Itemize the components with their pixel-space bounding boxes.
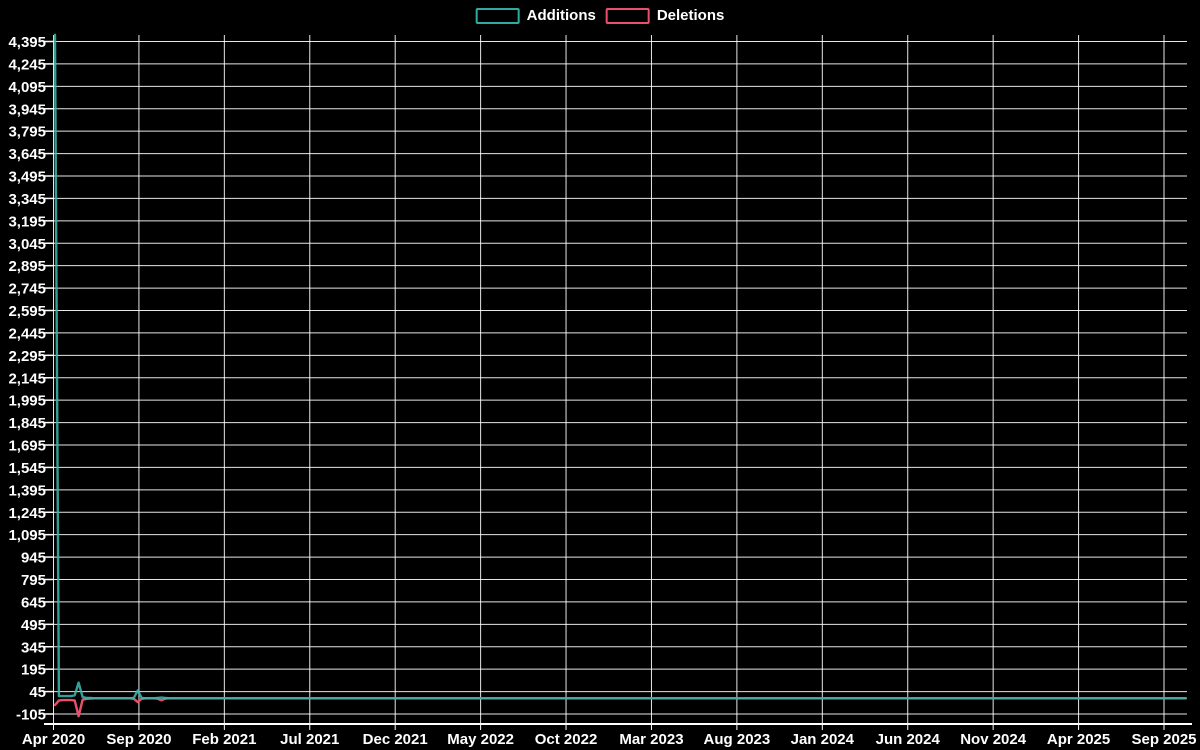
- x-tick-label: Jan 2024: [790, 731, 855, 748]
- y-tick-label: 1,095: [8, 527, 46, 545]
- legend-item-deletions[interactable]: [606, 7, 725, 24]
- x-tick-label: Dec 2021: [362, 731, 428, 748]
- y-tick-label: -105: [15, 706, 46, 724]
- y-tick-label: 495: [20, 616, 46, 634]
- grid-lines: [54, 35, 1188, 724]
- x-tick-label: Oct 2022: [534, 731, 598, 748]
- x-tick-label: Jun 2024: [875, 731, 940, 748]
- x-tick-label: Aug 2023: [703, 731, 771, 748]
- y-tick-label: 3,795: [8, 123, 46, 141]
- y-tick-label: 2,445: [8, 325, 46, 343]
- chart-legend: [476, 7, 725, 24]
- y-tick-label: 795: [20, 572, 46, 589]
- y-tick-label: 1,245: [8, 504, 46, 522]
- y-tick-label: 2,595: [8, 303, 46, 320]
- axes: [44, 42, 1192, 731]
- x-tick-label: Apr 2020: [21, 731, 86, 748]
- legend-label-additions: Additions: [526, 7, 596, 24]
- y-tick-label: 45: [29, 684, 46, 702]
- axis-labels: [8, 34, 1196, 748]
- y-tick-label: 4,095: [8, 78, 46, 96]
- y-tick-label: 3,495: [8, 168, 46, 186]
- y-tick-label: 645: [20, 594, 46, 612]
- legend-label-deletions: Deletions: [656, 7, 725, 24]
- y-tick-label: 1,995: [8, 392, 46, 410]
- x-tick-label: Sep 2020: [106, 731, 172, 748]
- y-tick-label: 1,695: [8, 437, 46, 455]
- y-tick-label: 1,845: [8, 415, 46, 433]
- y-tick-label: 4,245: [8, 56, 46, 74]
- x-tick-label: Jul 2021: [280, 731, 340, 748]
- y-tick-label: 3,345: [8, 190, 46, 208]
- y-tick-label: 4,395: [8, 34, 46, 51]
- y-tick-label: 2,295: [8, 347, 46, 365]
- y-tick-label: 195: [20, 661, 46, 679]
- y-tick-label: 1,545: [8, 459, 46, 477]
- x-tick-label: Sep 2025: [1131, 731, 1197, 748]
- y-tick-label: 2,745: [8, 280, 46, 298]
- y-tick-label: 3,195: [8, 213, 46, 231]
- x-tick-label: Apr 2025: [1046, 731, 1111, 748]
- legend-item-additions[interactable]: [476, 7, 596, 24]
- y-tick-label: 1,395: [8, 482, 46, 500]
- y-tick-label: 3,645: [8, 146, 46, 164]
- additions-swatch-icon: [476, 8, 520, 24]
- y-tick-label: 945: [20, 549, 46, 567]
- deletions-swatch-icon: [606, 8, 650, 24]
- y-tick-label: 345: [20, 639, 46, 657]
- x-tick-label: Feb 2021: [192, 731, 257, 748]
- x-tick-label: Mar 2023: [619, 731, 684, 748]
- y-tick-label: 2,895: [8, 258, 46, 276]
- y-tick-label: 3,945: [8, 101, 46, 119]
- x-tick-label: Nov 2024: [960, 731, 1027, 748]
- y-tick-label: 2,145: [8, 370, 46, 388]
- x-tick-label: May 2022: [447, 731, 514, 748]
- y-tick-label: 3,045: [8, 235, 46, 253]
